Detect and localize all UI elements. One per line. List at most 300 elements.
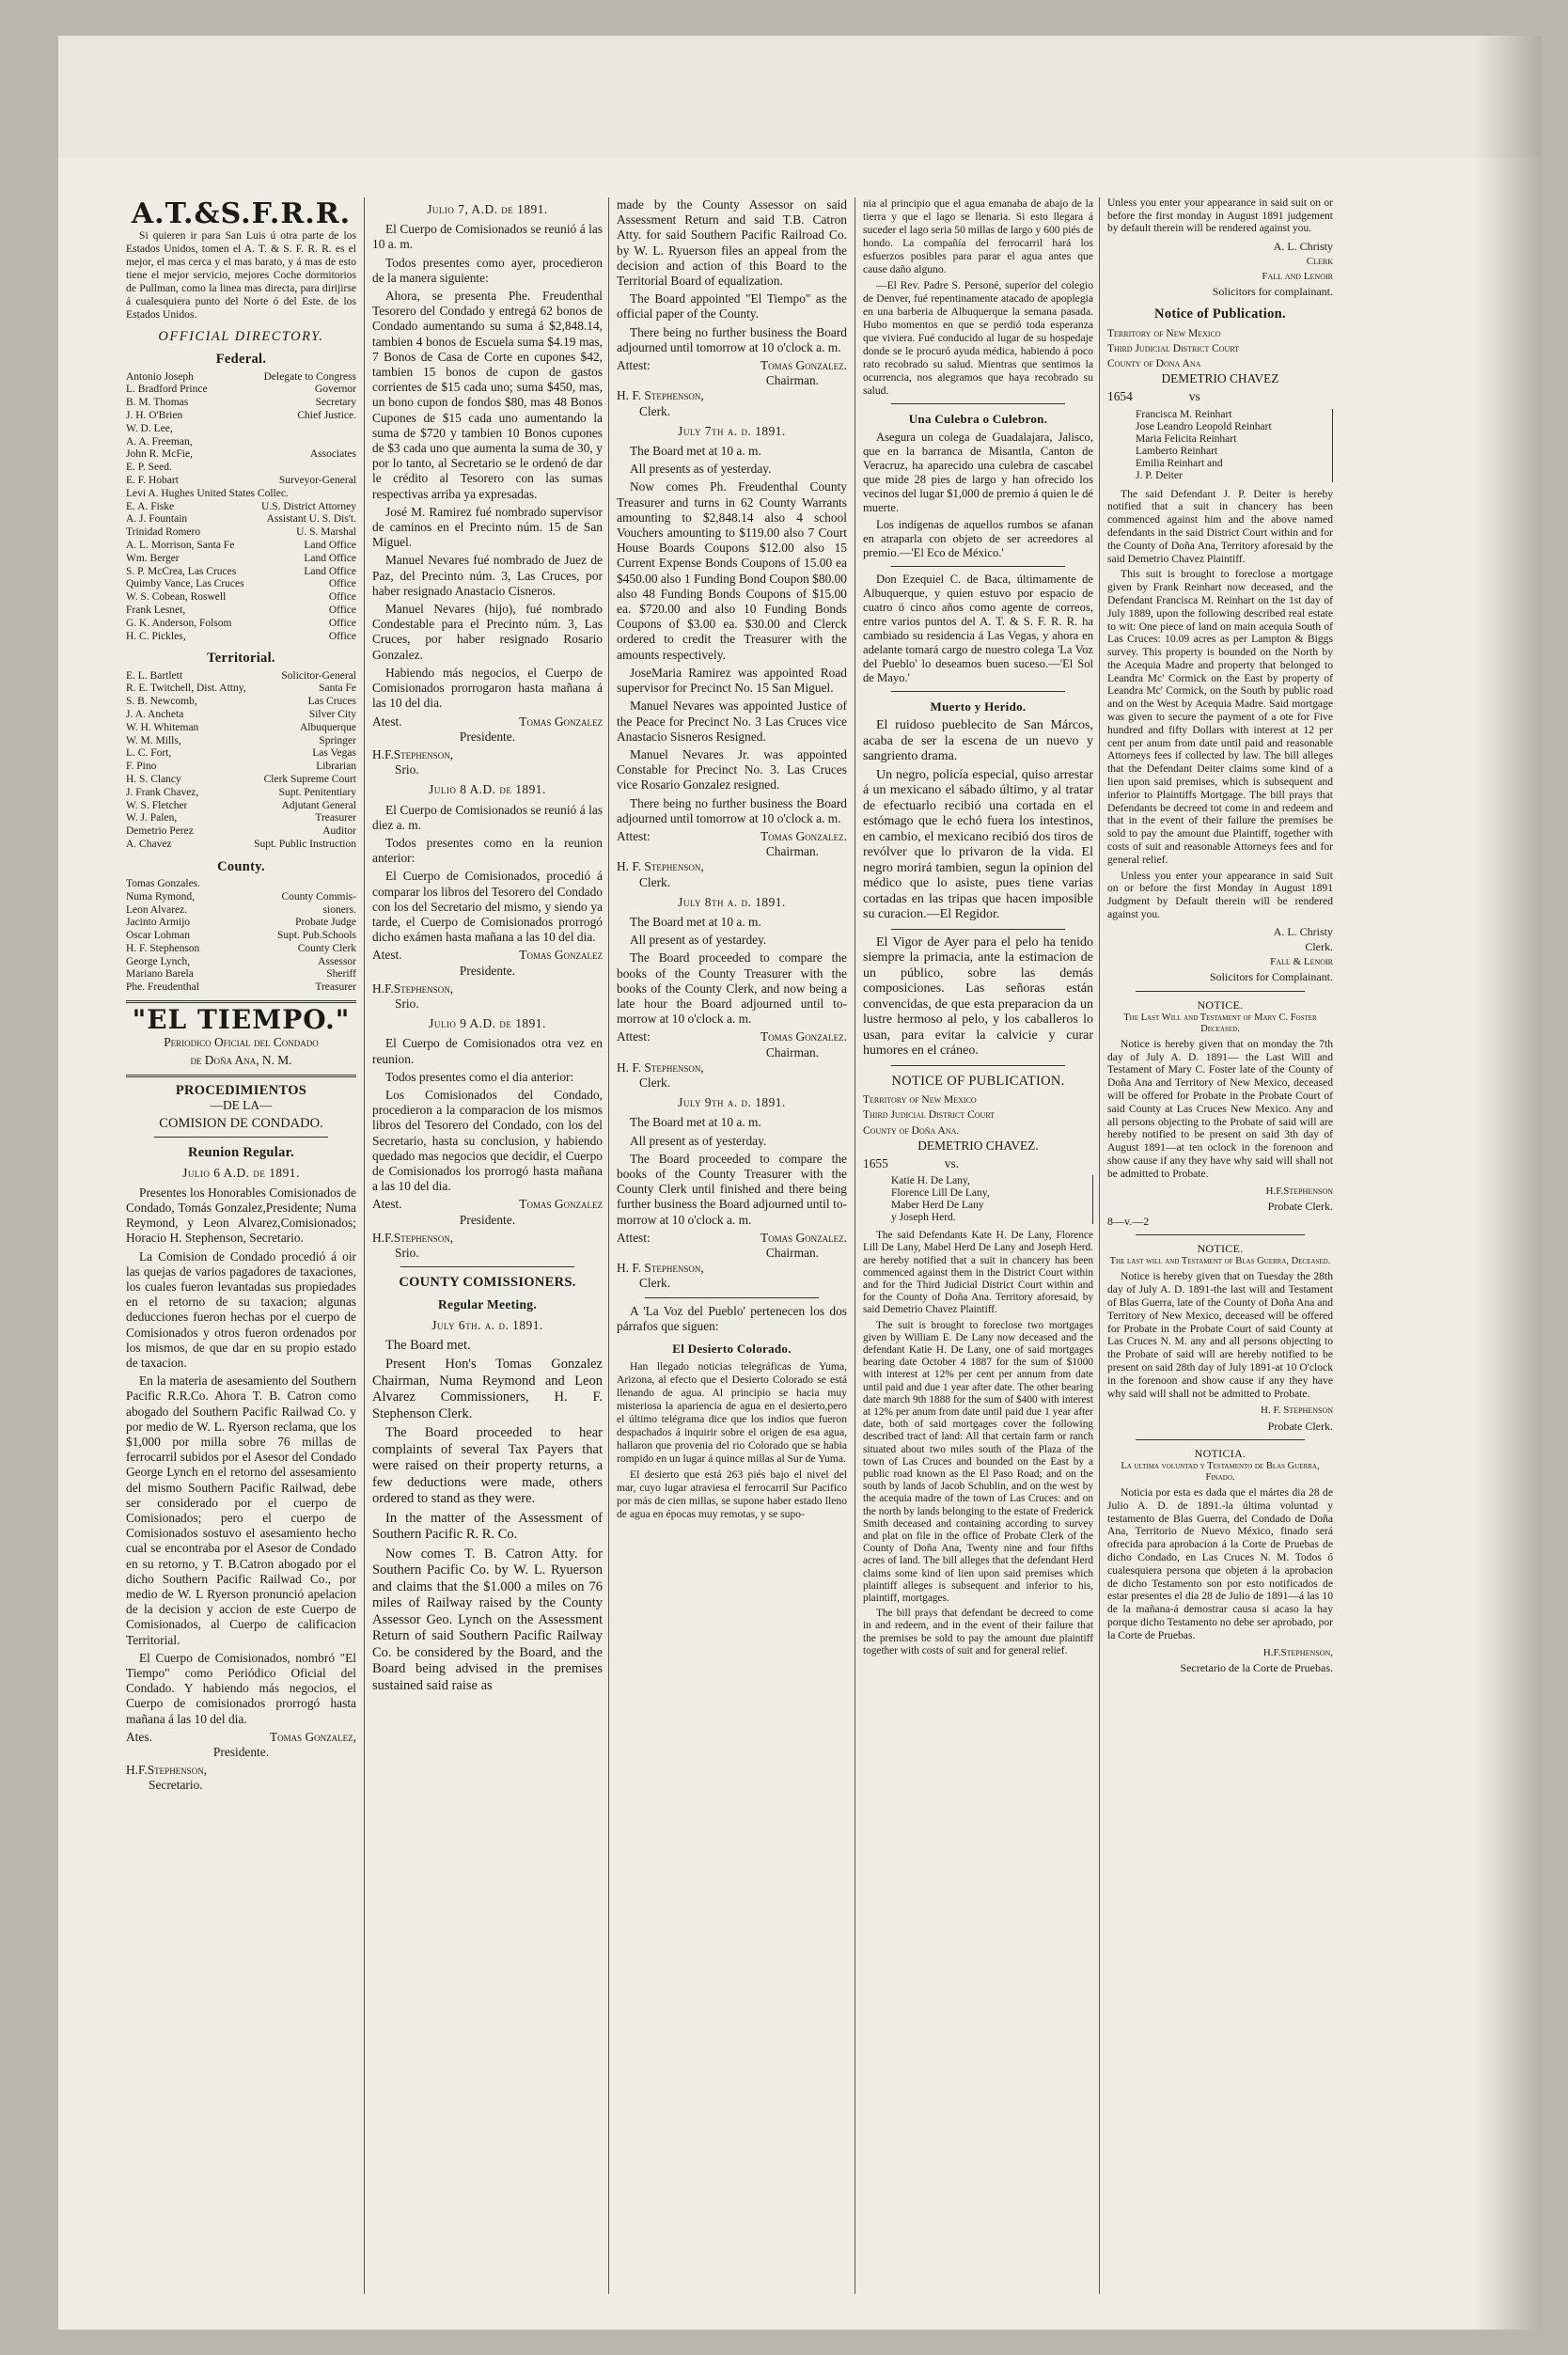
culebra-title: Una Culebra o Culebron. (908, 412, 1048, 426)
case-row (863, 1156, 1093, 1171)
plaintiff: DEMETRIO CHAVEZ. (917, 1138, 1039, 1153)
paragraph: The said Defendant J. P. Deiter is hereby notified that a suit in chancery has been commenced against him and the above named defendants in the said District Court within and for the County of Doña Ana, Territory aforesaid by the said Demetrio Chavez Plaintiff. (1107, 487, 1333, 565)
paragraph: Manuel Nevares fué nombrado de Juez de Paz, del Precinto núm. 3, Las Cruces, por haber resignado Anastacio Cisneros. (372, 553, 603, 598)
plaintiff: DEMETRIO CHAVEZ (1161, 371, 1279, 386)
defendant: J. P. Deiter (1136, 469, 1183, 481)
directory-entry (126, 462, 356, 475)
directory-entry (126, 578, 356, 591)
paragraph: Habiendo más negocios, el Cuerpo de Comisionados prorrogaron hasta mañana á las 10 del dia. (372, 665, 603, 711)
directory-name: Levi A. Hughes United States Collec. (126, 487, 289, 499)
masthead-sub1: Periodico Oficial del Condado (164, 1035, 319, 1050)
directory-entry (126, 943, 356, 956)
dateline: Julio 7, A.D. de 1891. (427, 202, 548, 216)
clerk-name: H.F.Stephenson, (372, 981, 454, 996)
directory-entry (126, 566, 356, 579)
directory-entry (126, 604, 356, 618)
noticia-heading: NOTICIA. (1194, 1446, 1247, 1460)
directory-office: Solicitor-General (281, 669, 356, 682)
directory-entry (126, 683, 356, 696)
clerk-title: Srio. (395, 996, 419, 1011)
directory-office: Springer (319, 734, 356, 746)
signature-title: Presidente. (459, 729, 516, 744)
paragraph: Notice is hereby given that on monday the 7th day of July A. D. 1891— the Last Will and Testament of Mary C. Foster late of the County of Doña Ana and Territory of New Mexico, deceased will be offered for Probate in the Probate Court of said County at Las Cruces New Mexico. Any and all persons objecting to the Probate of said will are hereby notified to be present on said 3th day of August 1891—at ten oclock in the forenoon and show cause if any they have why said will shall not be admitted to Probate. (1107, 1037, 1333, 1180)
column-3 (617, 197, 847, 2303)
probate-clerk-title: Probate Clerk. (1267, 1199, 1333, 1213)
directory-entry (126, 735, 356, 748)
versus: vs (1188, 389, 1200, 404)
paragraph: made by the County Assessor on said Assessment Return and said T.B. Catron Atty. for said Southern Pacific Railroad Co. by W. L. Ryuerson files an appeal from the decision and action of this Board to the Territorial Board of equalization. (617, 197, 847, 289)
directory-office: Las Cruces (307, 696, 356, 708)
directory-name: E. L. Bartlett (126, 669, 183, 682)
directory-name: A. Chavez (126, 838, 172, 850)
case-number: 1654 (1107, 389, 1133, 404)
directory-name: John R. McFie, (126, 448, 193, 461)
paragraph: There being no further business the Board adjourned until tomorrow at 10 o'clock a. m. (617, 795, 847, 825)
clerk-title: Clerk. (1305, 940, 1333, 954)
directory-entry (126, 839, 356, 852)
dateline: Julio 9 A.D. de 1891. (429, 1016, 546, 1031)
court-line: County of Dona Ana (1107, 357, 1201, 369)
directory-name: J. H. O'Brien (126, 410, 183, 421)
directory-entry (126, 423, 356, 436)
directory-entry (126, 812, 356, 825)
lawyers-title: Solicitors for Complainant. (1210, 970, 1333, 984)
paragraph: Todos presentes como en la reunion anterior: (372, 835, 603, 866)
dateline: July 7th a. d. 1891. (678, 423, 786, 438)
federal-list (126, 371, 356, 644)
clerk-title: Secretario. (149, 1778, 203, 1793)
signature-title: Chairman. (765, 1246, 819, 1260)
probate-clerk-title: Secretario de la Corte de Pruebas. (1180, 1660, 1333, 1674)
clerk-title: Clerk. (639, 874, 671, 889)
paragraph: Los indígenas de aquellos rumbos se afanan en atraparla con objeto de ser acreedores al premio.—'El Eco de México.' (863, 518, 1093, 560)
paragraph: El Cuerpo de Comisionados, nombró "El Tiempo" como Periódico Oficial del Condado. Y habiendo más negocios, el Cuerpo de comisionados prorrogó hasta mañana á las 10 del dia. (126, 1650, 356, 1726)
paragraph: Notice is hereby given that on Tuesday the 28th day of July A. D. 1891-the last will and Testament of Blas Guerra, late of the County of Doña Ana and Territory of New Mexico, deceased will be offered for Probate in the Probate Court of said County at Las Cruces N. M. any and all persons objecting to the Probate of said will are hereby notified to be present on said 28th day of July 1891-at 10 O'clock in the forenoon and show cause if any they have why said will shall not be admitted to Probate. (1107, 1270, 1333, 1400)
notice-heading: NOTICE. (1197, 1242, 1244, 1256)
clerk-title: Clerk. (639, 1276, 671, 1291)
paragraph: The said Defendants Kate H. De Lany, Florence Lill De Lany, Mabel Herd De Lany and Joseph Herd. are hereby notified that a suit in chancery has been commenced against them in the District Court within and for the Third Judicial District Court within and for the County of Doña Ana. Territory aforesaid, by said Demetrio Chavez Plaintiff. (863, 1230, 1093, 1316)
masthead-sub2: de Doña Ana, N. M. (190, 1053, 292, 1068)
directory-name: E. P. Seed. (126, 462, 172, 474)
paragraph: The suit is brought to foreclose two mortgages given by William E. De Lany now deceased and the defendant Katie H. De Lany, one of said mortgages bearing date October 4 1887 for the sum of $1000 with interest at 12% per cent per annum from date until paid and due 1 year after date. The other bearing date march 9th 1888 for the sum of $400 with interest at 12% per anum from date until paid due 1 year after date, both of said mortgages cover the following described tract of land: All that certain farm or ranch situated about two miles south of the Plaza of the town of Las Cruces and bounded on the East by a public road known as the El Paso Road; and on the south by lands of Jacob Schublin, and on the west by the acequia madre of the town of Las Cruces: and on the north by lands belonging to the estate of Frederick Smith deceased and containing according to survey and plat on file in the office of Probate Clerk of the County of Doña Ana, Twenty nine and four fifths acres of land. The bill alleges that the defendant Herd claims some kind of lien upon said premises which plaintiff alleges is subsequent and inferior to his, plaintiff, mortgages. (863, 1319, 1093, 1605)
defendant: Maria Felicita Reinhart (1136, 432, 1237, 445)
directory-entry (126, 371, 356, 385)
paragraph: Asegura un colega de Guadalajara, Jalisco, que en la barranca de Misantla, Canton de Veracruz, ha aparecido una culebra de cascabel que mide 28 pies de largo y han ofrecido los vecinos del lugar $1,000 de premio á quien le dé muerte. (863, 431, 1093, 515)
paragraph: The Board met at 10 a. m. (630, 1115, 761, 1130)
defendant: y Joseph Herd. (891, 1212, 956, 1224)
territorial-heading: Territorial. (207, 651, 275, 667)
column-2 (372, 197, 603, 2303)
top-margin (58, 36, 1542, 158)
directory-name: Wm. Berger (126, 552, 180, 564)
directory-entry (126, 722, 356, 735)
directory-entry (126, 384, 356, 397)
directory-name: Leon Alvarez. (126, 903, 188, 916)
directory-name: Trinidad Romero (126, 526, 201, 539)
dateline: July 6th. a. d. 1891. (431, 1317, 543, 1332)
directory-office: County Clerk (297, 942, 356, 954)
paragraph: Present Hon's Tomas Gonzalez Chairman, Numa Reymond and Leon Alvarez Commissioners, H. F. Stephenson Clerk. (372, 1357, 603, 1421)
directory-office: sioners. (322, 903, 356, 916)
signature-name: Tomas Gonzalez (519, 714, 603, 729)
directory-office: Adjutant General (281, 799, 356, 811)
directory-office: Auditor (322, 825, 356, 838)
paragraph: El Cuerpo de Comisionados, procedió á comparar los libros del Tesorero del Condado con los del Secretario del mismo, y siendo ya tarde, el Cuerpo de Comisionados prorrogó dicho exámen hasta mañana a las 10 del dia. (372, 869, 603, 945)
notice-subheading: The last will and Testament of Blas Guerra, Deceased. (1109, 1256, 1331, 1267)
paragraph: Now comes T. B. Catron Atty. for Southern Pacific Co. by W. L. Ryuerson and claims that the $1.000 a miles on 76 miles of Railway raised by the County Assessor Geo. Lynch on the Assessment Return of said Southern Pacific Railway Co. be considered by the Board, and the Board being advised in the premises sustained said raise as (372, 1546, 603, 1693)
county-list (126, 878, 356, 995)
directory-entry (126, 631, 356, 644)
directory-office: Office (328, 591, 356, 604)
directory-office: County Commis- (281, 890, 356, 903)
proc-title: PROCEDIMIENTOS (175, 1082, 307, 1098)
directory-office: Supt. Public Instruction (254, 838, 356, 850)
directory-office: Chief Justice. (297, 410, 356, 421)
lawyers: Fall & Lenoir (1270, 956, 1333, 968)
directory-office: Land Office (304, 552, 356, 564)
signature-name: Tomas Gonzalez. (760, 1230, 847, 1245)
directory-name: H. C. Pickles, (126, 630, 186, 642)
signature-title: Chairman. (765, 1044, 819, 1060)
directory-name: A. A. Freeman, (126, 435, 193, 447)
directory-entry (126, 436, 356, 449)
directory-name: Jacinto Armijo (126, 917, 191, 929)
directory-entry (126, 553, 356, 566)
directory-name: G. K. Anderson, Folsom (126, 617, 232, 629)
directory-office: Surveyor-General (278, 474, 356, 486)
attest-label: Ates. (126, 1729, 152, 1744)
paragraph: The Board met. (385, 1337, 471, 1353)
directory-name: Oscar Lohman (126, 930, 191, 942)
directory-office: Librarian (316, 761, 356, 773)
signature-row (617, 1029, 847, 1044)
probate-clerk-name: H.F.Stephenson (1265, 1185, 1333, 1197)
directory-name: W. S. Fletcher (126, 799, 188, 811)
clerk-name: H.F.Stephenson, (126, 1763, 208, 1778)
signature-row (372, 948, 603, 963)
directory-entry (126, 488, 356, 501)
signature-name: Tomas Gonzalez, (269, 1729, 356, 1744)
directory-entry (126, 696, 356, 709)
signature-row (617, 1231, 847, 1246)
paragraph: El ruidoso pueblecito de San Márcos, acaba de ser la escena de un nuevo y sangriento drama. (863, 718, 1093, 764)
attest-label: Atest. (372, 948, 402, 963)
directory-entry (126, 709, 356, 722)
directory-entry (126, 526, 356, 540)
directory-entry (126, 917, 356, 930)
signature-name: Tomas Gonzalez. (760, 358, 847, 373)
directory-name: Frank Lesnet, (126, 604, 186, 616)
directory-office: Albuquerque (299, 721, 356, 733)
case-number: 1655 (863, 1155, 888, 1170)
directory-entry (126, 540, 356, 553)
directory-name: S. B. Newcomb, (126, 696, 197, 708)
signature-title: Chairman. (765, 844, 819, 859)
clerk-signature: A. L. Christy (1273, 924, 1333, 938)
column-rule (364, 197, 365, 2294)
directory-office: Governor (314, 384, 356, 396)
directory-office: Secretary (315, 397, 356, 409)
directory-entry (126, 891, 356, 904)
directory-name: W. H. Whiteman (126, 721, 199, 733)
defendant: Lamberto Reinhart (1136, 445, 1218, 457)
notice-subheading: The Last Will and Testament of Mary C. Foster Deceased. (1123, 1012, 1317, 1034)
directory-entry (126, 930, 356, 943)
paragraph: En la materia de asesamiento del Southern Pacific R.R.Co. Ahora T. B. Catron como abogado del Southern Pacific Railwad Co. y por medio de W. L. Ryerson reclama, que los $1,000 por milla sobre 76 millas de ferrocarril subidos por el Asesor del Condado George Lynch en el retorno del assesamiento del mismo Southern Pacific Railwad, debe ser considerado por el cuerpo de Comisionados; pero el cuerpo de Comisionados sostuvo el asesamiento hecho cual se encontraba por el Asesor de Condado en su retorno, y T. B.Catron abogado por el dicho Southern Pacific Railwad Co., por medio de W. L Ryerson pronunció apelacion de la decision y accion de este Cuerpo de Comisionados, al Cuerpo de calificacion Territorial. (126, 1374, 356, 1647)
directory-office: U. S. Marshal (296, 526, 356, 539)
signature-title: Presidente. (212, 1745, 270, 1760)
directory-office: Supt. Penitentiary (278, 786, 356, 798)
paragraph: All presents as of yesterday. (630, 462, 772, 477)
directory-entry (126, 761, 356, 774)
notice-title: Notice of Publication. (1154, 306, 1286, 322)
paragraph: The bill prays that defendant be decreed to come in and redeem, and in the event of their failure that the premises be sold to pay the amount due plaintiff together with costs of suit and for general relief. (863, 1608, 1093, 1656)
paragraph: In the matter of the Assessment of Southern Pacific R. R. Co. (372, 1510, 603, 1543)
attest-label: Atest. (372, 714, 402, 729)
paragraph: Unless you enter your appearance in said Suit on or before the first Monday in August 1891 Judgment by Default therein will be rendered against you. (1107, 869, 1333, 921)
clerk-title: Clerk. (639, 1075, 671, 1090)
directory-entry (126, 618, 356, 631)
paragraph: Todos presentes como ayer, procedieron de la manera siguiente: (372, 255, 603, 285)
paragraph: The Board proceeded to compare the books of the County Treasurer with the County Clerk until finished and there being further business the Board adjourned until to-morrow at 10 o'clock a. m. (617, 1151, 847, 1227)
paragraph: JoseMaria Ramirez was appointed Road supervisor for Precinct No. 15 San Miguel. (617, 665, 847, 696)
paragraph: The Board proceeded to hear complaints of several Tax Payers that were raised on their property returns, a few deductions were made, others ordered to stand as they were. (372, 1425, 603, 1507)
attest-label: Attest: (617, 1230, 651, 1245)
directory-name: S. P. McCrea, Las Cruces (126, 565, 237, 577)
directory-name: Antonio Joseph (126, 370, 194, 383)
directory-office: U.S. District Attorney (261, 500, 356, 512)
defendant: Katie H. De Lany, (891, 1175, 970, 1187)
lawyers: Fall and Lenoir (1262, 270, 1333, 282)
paragraph: El desierto que está 263 piés bajo el nivel del mar, cuyo lugar atraviesa el ferrocarril Sur Pacifico por más de cien millas, se supone haber estado lleno de agua en épocas muy remotas, y se supo- (617, 1468, 847, 1521)
notice-heading: NOTICE. (1197, 997, 1244, 1012)
directory-office: Delegate to Congress (263, 370, 356, 383)
directory-name: R. E. Twitchell, Dist. Attny, (126, 683, 246, 695)
directory-office: Office (328, 604, 356, 616)
clerk-title: Srio. (395, 762, 419, 777)
clerk-name: H.F.Stephenson, (372, 746, 454, 761)
defendants-block (1136, 409, 1333, 482)
directory-office: Santa Fe (319, 683, 356, 695)
directory-name: W. J. Palen, (126, 812, 178, 824)
directory-name: E. A. Fiske (126, 500, 175, 512)
directory-name: L. C. Fort, (126, 747, 172, 760)
directory-entry (126, 747, 356, 761)
county-heading: County. (217, 858, 265, 874)
column-rule (1099, 197, 1100, 2294)
directory-entry (126, 800, 356, 813)
dateline: July 8th a. d. 1891. (678, 894, 786, 909)
directory-name: Tomas Gonzales. (126, 877, 201, 889)
dateline: Julio 6 A.D. de 1891. (182, 1165, 300, 1180)
signature-row (617, 829, 847, 844)
signature-title: Presidente. (459, 963, 516, 978)
clerk-title: Clerk (1306, 255, 1333, 267)
directory-office: Associates (309, 448, 356, 461)
paragraph: Now comes Ph. Freudenthal County Treasurer and turns in 62 County Warrants amounting to $2,848.14 also 4 school Vouchers amounting to $119.00 also 7 Court House Boards Coupons $12.00 also 15 Current Expense Bonds Coupons of 15.00 ea $450.00 also 1 Funding Bond Coupon $80.00 also 48 Funding Bonds Coupons of $15.00 ea. $720.00 and also 10 Funding Bonds Coupons of $3.00 ea. $30.00 and Clerck ordered to credit the Treasurer with the amounts respectively. (617, 479, 847, 662)
clerk-name: H. F. Stephenson, (617, 859, 704, 874)
directory-name: Numa Rymond, (126, 890, 196, 903)
directory-office: Office (328, 617, 356, 629)
dateline: Julio 8 A.D. de 1891. (429, 782, 546, 797)
directory-office: Office (328, 578, 356, 590)
signature-name: Tomas Gonzalez. (760, 1029, 847, 1044)
directory-entry (126, 475, 356, 488)
signature-name: Tomas Gonzalez (519, 948, 603, 963)
directory-office: Supt. Pub.Schools (276, 930, 356, 942)
directory-entry (126, 501, 356, 514)
paragraph: All present as of yestardey. (630, 933, 767, 948)
directory-name: W. S. Cobean, Roswell (126, 591, 227, 604)
directory-entry (126, 787, 356, 800)
directory-office: Clerk Supreme Court (263, 773, 356, 785)
proc-sub1: —DE LA— (210, 1097, 273, 1112)
directory-office: Assistant U. S. Dis't. (266, 513, 356, 526)
directory-entry (126, 448, 356, 462)
directory-entry (126, 591, 356, 604)
paragraph: The Board met at 10 a. m. (630, 444, 761, 459)
attest-label: Attest: (617, 358, 651, 373)
directory-office: Treasurer (315, 812, 356, 824)
directory-office: Sheriff (326, 968, 356, 981)
directory-entry (126, 513, 356, 526)
paragraph: Ahora, se presenta Phe. Freudenthal Tesorero del Condado y entregá 62 bonos de Condado aumentando su suma á $2,848.14, tambien 4 bonos de Escuela suma $4.19 mas, 7 Bonos de Casa de Corte en cupones $42, tambien 15 bonos de cupon de gastos corrientes de $15 cada uno; suma $450, mas, un bono cupon de fondos $80, mas 48 Bonos Cupones de $15 cada uno aumentando la suma de $720 y tambien 10 Bonos cupones de $3 cada uno que aumenta la suma de 30, y por lo tanto, al Secretario se le ordenó de dar le crédito al Tesorero con las sumas respectivas arriba ya expresadas. (372, 289, 603, 501)
signature-row (372, 1197, 603, 1212)
signature-row (126, 1730, 356, 1745)
directory-name: L. Bradford Prince (126, 384, 208, 396)
defendant: Jose Leandro Leopold Reinhart (1136, 420, 1272, 432)
paragraph: Manuel Nevares (hijo), fué nombrado Condestable para el Precinto núm. 3, Las Cruces, por haber resignado Rosario Gonzalez. (372, 602, 603, 662)
paragraph: Todos presentes como el dia anterior: (385, 1069, 574, 1084)
reunion-heading: Reunion Regular. (187, 1145, 295, 1161)
clerk-name: H. F. Stephenson, (617, 388, 704, 403)
directory-name: H. S. Clancy (126, 773, 181, 785)
directory-office: Treasurer (315, 981, 356, 994)
signature-title: Chairman. (765, 373, 819, 388)
signature-name: Tomas Gonzalez. (760, 828, 847, 843)
defendants-block (891, 1175, 1093, 1224)
directory-name: W. D. Lee, (126, 422, 173, 434)
probate-clerk-name: H. F. Stephenson (1261, 1405, 1333, 1417)
proc-sub2: COMISION DE CONDADO. (159, 1116, 323, 1132)
paragraph: El Cuerpo de Comisionados se reunió á las 10 a. m. (372, 222, 603, 252)
court-line: Third Judicial District Court (863, 1109, 996, 1122)
column-rule (608, 197, 609, 2294)
probate-clerk-title: Probate Clerk. (1267, 1419, 1333, 1433)
dateline: July 9th a. d. 1891. (678, 1095, 786, 1110)
noticia-subheading: La ultima voluntad y Testamento de Blas Guerra, Finado. (1121, 1461, 1320, 1483)
defendant: Maber Herd De Lany (891, 1200, 984, 1212)
directory-name: B. M. Thomas (126, 397, 189, 409)
directory-office: Las Vegas (312, 747, 356, 760)
masthead: "EL TIEMPO." (132, 1004, 351, 1036)
directory-name: F. Pino (126, 761, 157, 773)
paragraph: Los Comisionados del Condado, procedieron a la comparacion de los mismos libros del Tesorero del Condado, con los del Secretario, hasta su conclusion, y habiendo quedado mas negocios que decidir, el Cuerpo de Comisionados los prorrogó hasta mañana a las 10 del dia. (372, 1087, 603, 1194)
paragraph: Unless you enter your appearance in said suit on or before the first monday in August 1891 judgement by default therein will be rendered against you. (1107, 197, 1333, 234)
column-5 (1107, 197, 1333, 2303)
paragraph: José M. Ramirez fué nombrado supervisor de caminos en el Precinto núm. 15 de San Miguel. (372, 504, 603, 550)
desierto-title: El Desierto Colorado. (672, 1342, 792, 1357)
directory-entry (126, 410, 356, 423)
attest-label: Attest: (617, 828, 651, 843)
paragraph: Don Ezequiel C. de Baca, últimamente de Albuquerque, y quien estuvo por espacio de cuatro ó cinco años como agente de correos, entre varios puntos del A. T. & S. F. R. R. ha cambiado su residencia á Las Vegas, y ahora en adelante tomará cargo de nuestro colega 'La Voz del Pueblo' lo deseamos buen suceso.—'El Sol de Mayo.' (863, 573, 1093, 685)
directory-name: Phe. Freudenthal (126, 981, 199, 994)
directory-name: A. L. Morrison, Santa Fe (126, 539, 235, 551)
railroad-title: A.T.&S.F.R.R. (131, 197, 352, 230)
clerk-name: H.F.Stephenson, (372, 1230, 454, 1245)
directory-entry (126, 825, 356, 839)
defendant: Florence Lill De Lany, (891, 1187, 990, 1200)
directory-entry (126, 904, 356, 918)
signature-row (617, 358, 847, 373)
clerk-title: Clerk. (639, 403, 671, 418)
signature-title: Presidente. (459, 1212, 516, 1227)
paragraph: There being no further business the Board adjourned until tomorrow at 10 o'clock a. m. (617, 324, 847, 354)
paragraph: Presentes los Honorables Comisionados de Condado, Tomás Gonzalez,Presidente; Numa Reymond, y Leon Alvarez,Comisionados; Horacio H. Stephenson, Secretario. (126, 1185, 356, 1246)
clerk-name: H. F. Stephenson, (617, 1261, 704, 1276)
directory-name: H. F. Stephenson (126, 942, 200, 954)
paragraph: The Board appointed "El Tiempo" as the official paper of the County. (617, 291, 847, 322)
directory-name: E. F. Hobart (126, 474, 179, 486)
defendant: Emilia Reinhart and (1136, 457, 1223, 469)
court-line: Territory of New Mexico (1107, 327, 1221, 339)
directory-office: Assessor (318, 955, 356, 967)
english-section-sub: Regular Meeting. (437, 1297, 538, 1312)
paragraph: —El Rev. Padre S. Personé, superior del colegio de Denver, fué repentinamente atacado de apoplegia en una barberia de Albuquerque la semana pasada. Hubo momentos en que se perdió toda esperanza que viviera. Fué conducido al lugar de su hospedaje donde se le procuró ayuda médica, habiendo á poco rato recobrado su salud. Mientras que sentimos la ocurrencia, nos alegramos que haya recobrado su salud. (863, 279, 1093, 397)
paragraph: Manuel Nevares was appointed Justice of the Peace for Precinct No. 3 Las Cruces vice Anastacio Sisneros Resigned. (617, 699, 847, 744)
paragraph: El Cuerpo de Comisionados se reunió á las diez a. m. (372, 802, 603, 832)
probate-clerk-name: H.F.Stephenson, (1262, 1646, 1333, 1658)
directory-entry (126, 774, 356, 787)
clerk-title: Srio. (395, 1246, 419, 1260)
directory-entry (126, 397, 356, 410)
notice-code: 8—v.—2 (1107, 1215, 1150, 1229)
directory-office: Probate Judge (295, 917, 356, 929)
clerk-signature: A. L. Christy (1273, 239, 1333, 253)
english-section-title: COUNTY COMISSIONERS. (399, 1275, 576, 1291)
signature-row (372, 714, 603, 730)
signature-name: Tomas Gonzalez (519, 1197, 603, 1212)
paragraph: This suit is brought to foreclose a mortgage given by Frank Reinhart now deceased, and the Defendant Francisca M. Reinhart on the 1st day of July 1889, upon the following described real estate to wit: One piece of land on main acequia South of Las Cruces: 10.09 acres as per Lampton & Biggs survey. This property is bounded on the North by the Acequia Madre and property that belonged to Leandra Mc' Cormick on the East by property of Leandra Mc' Cormick, on the South by public road and on the West by Acequia Madre. Said mortgage was given to secure the payment of a ote for Five hundred and fifty Dollars with interest at 12 per cent per anum from date until paid and reasonable Attorneys fees if collected by law. The bill alleges that the Defendant Deiter claims some kind of a lien upon said premises, which is subsequent and inferior to Plaintiffs Mortgage. The bill prays that Defendants be decreed tot come in and redeem and that in the event of their failure the premises be sold to pay the amount due Plaintiff, together with costs of suit and reasonable Attorneys fees and for general relief. (1107, 568, 1333, 866)
directory-name: A. J. Fountain (126, 513, 188, 526)
directory-entry (126, 968, 356, 981)
directory-entry (126, 670, 356, 683)
territorial-list (126, 670, 356, 852)
directory-entry (126, 981, 356, 995)
directory-name: J. Frank Chavez, (126, 786, 199, 798)
directory-office: Office (328, 630, 356, 642)
column-4 (863, 197, 1093, 2303)
directory-name: George Lynch, (126, 955, 191, 967)
railroad-ad: Si quieren ir para San Luis ú otra parte de los Estados Unidos, tomen el A. T. & S. F. R. R. es el mejor, el mas cerca y el mas barato, y á mas de esto tiene el mejor servicio, mejores Coche dormitorios de Pullman, como la linea mas directa, para dirijirse á cualesquiera punto del Norte ó del Este. de los Estados Unidos. (126, 229, 356, 322)
directory-office: Land Office (304, 539, 356, 551)
paragraph: The Board met at 10 a. m. (630, 914, 761, 929)
clerk-name: H. F. Stephenson, (617, 1060, 704, 1075)
paragraph: Han llegado noticias telegráficas de Yuma, Arizona, al efecto que el Desierto Colorado se está llenando de agua. Al principio se hacia muy misteriosa la apariencia de agua en el desierto,pero el último telégrama dice que los indios que fueron despachados á inquirir sobre el origen de esa agua, hallaron que provenia del rio Colorado que se habia rompido en un lugar á quince millas al Sur de Yuma. (617, 1360, 847, 1466)
case-row (1107, 389, 1333, 404)
newspaper-page (58, 36, 1542, 2330)
lawyers-title: Solicitors for complainant. (1212, 285, 1333, 299)
directory-name: W. M. Mills, (126, 734, 181, 746)
directory-name: J. A. Ancheta (126, 708, 184, 720)
attest-label: Attest: (617, 1029, 651, 1044)
directory-office: Silver City (308, 708, 356, 720)
paragraph: El Cuerpo de Comisionados otra vez en reunion. (372, 1036, 603, 1066)
attest-label: Atest. (372, 1197, 402, 1212)
directory-name: Demetrio Perez (126, 825, 194, 838)
paragraph: The Board proceeded to compare the books of the County Treasurer with the books of the County Clerk, and now being a late hour the Board adjourned until to-morrow at 10 o'clock a. m. (617, 950, 847, 1027)
paragraph: nia al principio que el agua emanaba de abajo de la tierra y que el lago se llenaria. Si esto llegara á suceder el lago seria 50 millas de largo y 600 piés de hondo. La compañía del ferrocarril hará los esfuerzos posibles para parar el agua antes que cause daño alguno. (863, 197, 1093, 275)
